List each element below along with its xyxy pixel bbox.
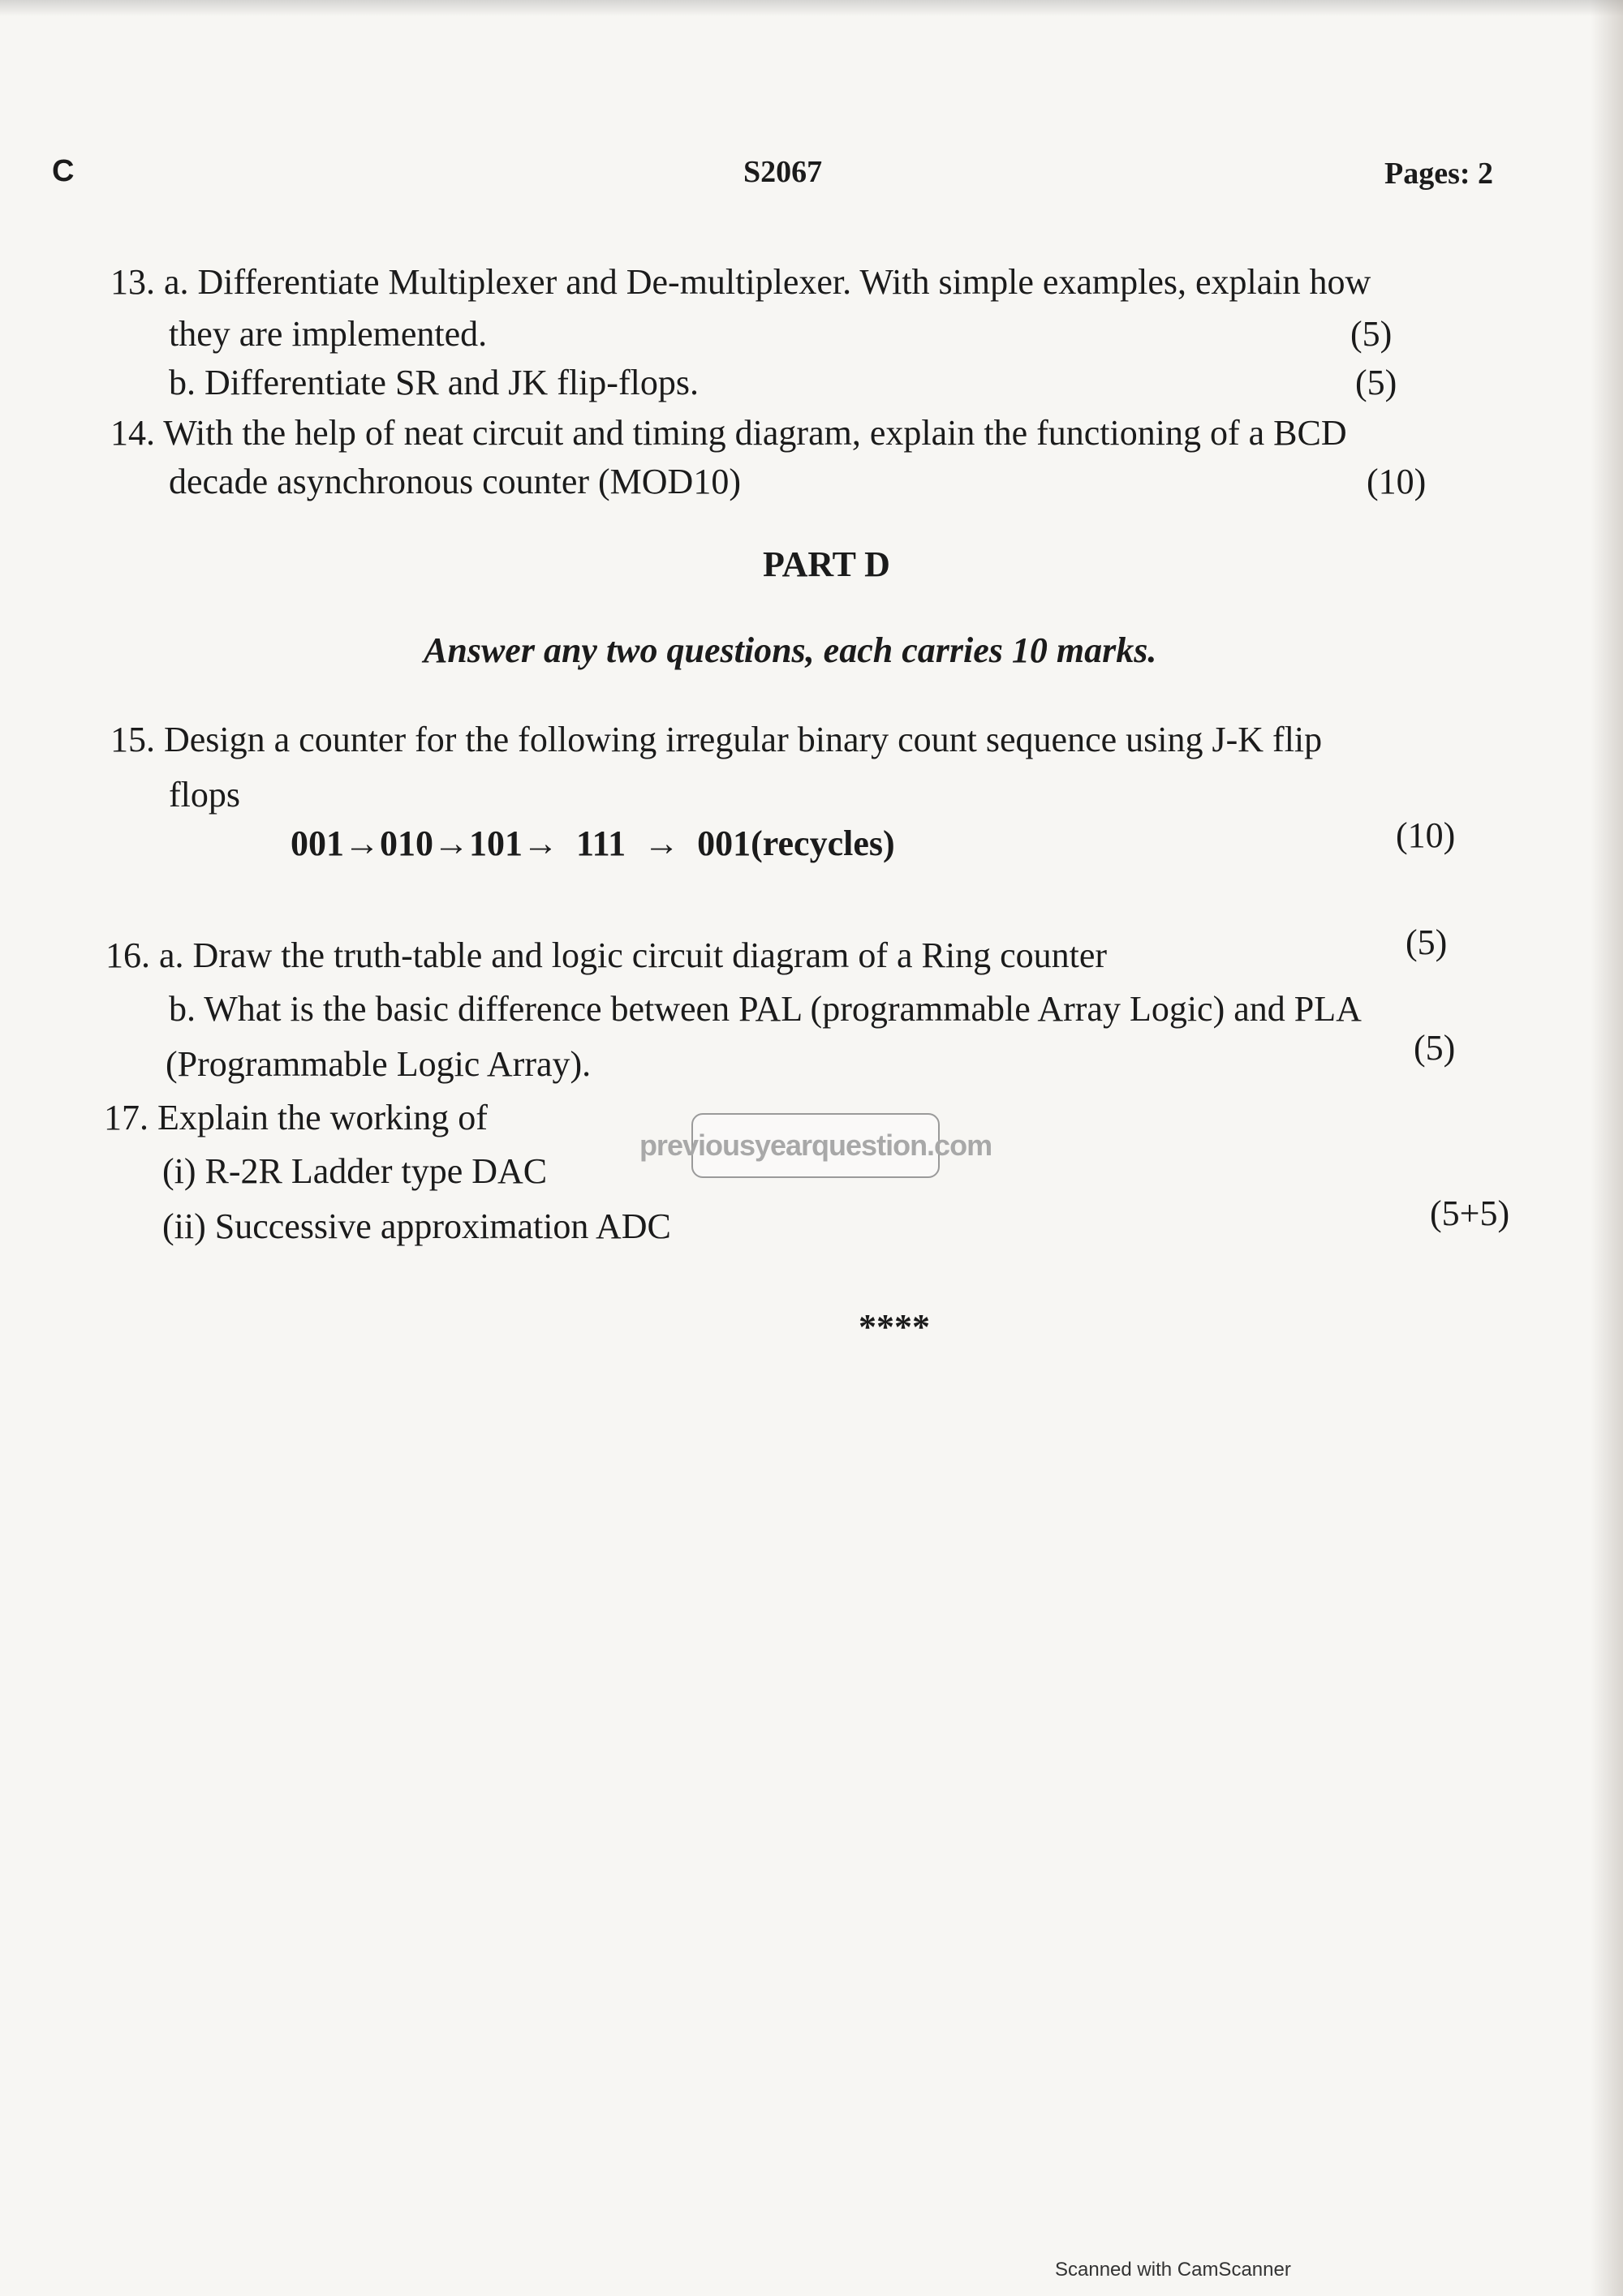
question-13a-line1: 13. a. Differentiate Multiplexer and De-multiplexer. With simple examples, explain how [110,262,1371,302]
question-14-marks: (10) [1367,462,1427,501]
question-13b-marks: (5) [1355,363,1397,402]
question-16b-line2: (Programmable Logic Array). [166,1044,592,1084]
question-14-line2: decade asynchronous counter (MOD10) [169,462,741,501]
question-17-marks: (5+5) [1430,1193,1510,1233]
header-set-letter: C [52,154,75,188]
question-17: 17. Explain the working of [104,1098,488,1137]
watermark-badge: previousyearquestion.com [691,1113,940,1178]
question-16b-marks: (5) [1414,1028,1456,1068]
question-15-count-sequence: 001→010→101→ 111 → 001(recycles) [291,823,895,863]
scan-edge-shadow [1591,0,1623,2296]
question-15-line1: 15. Design a counter for the following irregular binary count sequence using J-K flip [110,720,1323,759]
question-15-marks: (10) [1396,815,1456,855]
question-16b-line1: b. What is the basic difference between PAL (programmable Array Logic) and PLA [169,989,1362,1029]
question-16a-marks: (5) [1406,922,1448,962]
part-d-title: PART D [763,544,890,584]
scanner-footer: Scanned with CamScanner [1055,2259,1291,2281]
header-pages: Pages: 2 [1384,157,1494,191]
question-17-part-i: (i) R-2R Ladder type DAC [162,1151,548,1191]
header-paper-code: S2067 [743,155,823,189]
question-15-line2: flops [169,775,240,815]
question-16a: 16. a. Draw the truth-table and logic circuit diagram of a Ring counter [105,935,1108,975]
end-of-paper-mark: **** [859,1307,930,1347]
part-d-instruction: Answer any two questions, each carries 10 marks. [424,630,1157,670]
question-13a-marks: (5) [1350,314,1393,354]
question-17-part-ii: (ii) Successive approximation ADC [162,1206,671,1246]
scan-top-shadow [0,0,1623,16]
question-13a-line2: they are implemented. [169,314,488,354]
question-14-line1: 14. With the help of neat circuit and timing diagram, explain the functioning of a BCD [110,413,1347,453]
question-13b: b. Differentiate SR and JK flip-flops. [169,363,699,402]
